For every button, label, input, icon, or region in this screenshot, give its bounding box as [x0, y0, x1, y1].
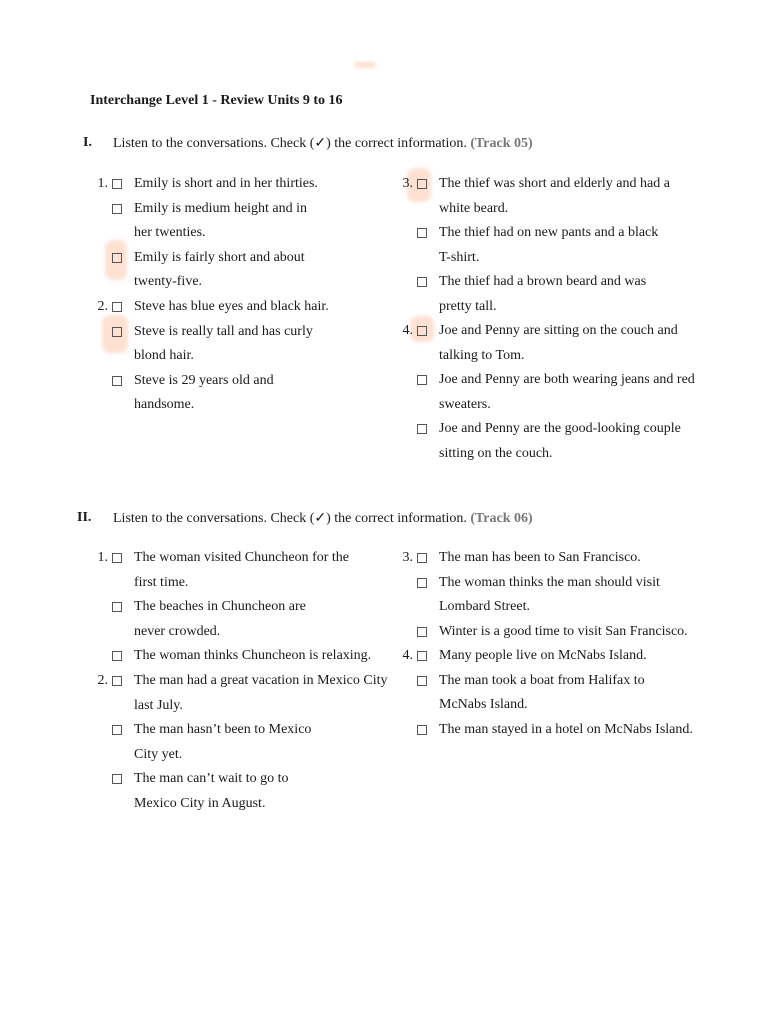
section-instruction: [113, 510, 533, 527]
option-text: The man stayed in a hotel on McNabs Island.: [439, 721, 693, 737]
instruction-text: Listen to the conversations. Check (✓) the correct information.: [113, 136, 467, 151]
option-text: Mexico City in August.: [134, 795, 266, 811]
checkbox[interactable]: [112, 676, 122, 686]
option-text: The woman thinks Chuncheon is relaxing.: [134, 648, 372, 663]
option-text: Steve is 29 years old and: [134, 372, 274, 388]
option-text: The thief was short and elderly and had a: [439, 176, 670, 191]
option-text: first time.: [134, 574, 189, 590]
option-text: handsome.: [134, 397, 195, 412]
option-text: The woman visited Chuncheon for the: [134, 550, 350, 565]
option-text: Joe and Penny are the good-looking couple: [439, 421, 681, 436]
checkbox[interactable]: [112, 376, 122, 386]
checkbox[interactable]: [417, 578, 427, 588]
option-text: Emily is short and in her thirties.: [134, 176, 318, 191]
question-number: 3.: [402, 550, 413, 565]
track-label: (Track 06): [470, 511, 533, 526]
checkbox[interactable]: [417, 424, 427, 434]
checkbox[interactable]: [112, 553, 122, 563]
option-text: Joe and Penny are both wearing jeans and red: [439, 372, 695, 387]
option-text: blond hair.: [134, 348, 194, 363]
option-text: sweaters.: [439, 396, 491, 412]
option-text: white beard.: [439, 200, 509, 216]
checkbox[interactable]: [417, 326, 427, 336]
question-number: 4.: [402, 648, 413, 663]
option-text: pretty tall.: [439, 298, 497, 314]
section-instruction: [113, 135, 533, 152]
checkbox[interactable]: [112, 725, 122, 735]
option-text: Steve is really tall and has curly: [134, 323, 313, 339]
option-text: The man had a great vacation in Mexico City: [134, 673, 388, 688]
checkbox[interactable]: [112, 204, 122, 214]
option-text: last July.: [134, 697, 183, 713]
checkbox[interactable]: [112, 179, 122, 189]
checkbox[interactable]: [112, 302, 122, 312]
option-text: City yet.: [134, 746, 183, 762]
track-label: (Track 05): [470, 136, 533, 151]
question-number: 4.: [402, 323, 413, 338]
option-text: The woman thinks the man should visit: [439, 574, 660, 590]
option-text: The man took a boat from Halifax to: [439, 672, 645, 688]
question-number: 3.: [402, 176, 413, 191]
question-number: 2.: [97, 673, 108, 688]
option-text: T-shirt.: [439, 249, 480, 265]
option-text: her twenties.: [134, 225, 206, 240]
option-text: The thief had a brown beard and was: [439, 274, 647, 289]
option-text: Emily is fairly short and about: [134, 249, 305, 265]
option-text: never crowded.: [134, 623, 221, 639]
option-text: Steve has blue eyes and black hair.: [134, 299, 329, 314]
question-number: 2.: [97, 299, 108, 314]
option-text: The man hasn’t been to Mexico: [134, 722, 312, 737]
option-text: Winter is a good time to visit San Francisco.: [439, 623, 688, 639]
option-text: talking to Tom.: [439, 347, 525, 363]
option-text: McNabs Island.: [439, 697, 528, 712]
option-text: twenty-five.: [134, 274, 203, 289]
checkbox[interactable]: [417, 228, 427, 238]
checkbox[interactable]: [417, 725, 427, 735]
checkbox[interactable]: [112, 253, 122, 263]
checkbox[interactable]: [112, 327, 122, 337]
checkbox[interactable]: [417, 676, 427, 686]
option-text: The man can’t wait to go to: [134, 771, 289, 786]
question-number: 1.: [97, 550, 108, 565]
checkbox[interactable]: [417, 651, 427, 661]
checkbox[interactable]: [417, 627, 427, 637]
checkbox[interactable]: [417, 553, 427, 563]
page-title: Interchange Level 1 - Review Units 9 to 16: [90, 93, 343, 108]
highlight-mark: [354, 62, 376, 68]
option-text: The thief had on new pants and a black: [439, 225, 659, 240]
option-text: The beaches in Chuncheon are: [134, 599, 306, 614]
option-text: The man has been to San Francisco.: [439, 550, 641, 565]
option-text: Emily is medium height and in: [134, 200, 308, 216]
section-number: I.: [83, 135, 92, 150]
option-text: Joe and Penny are sitting on the couch and: [439, 323, 678, 338]
option-text: Lombard Street.: [439, 599, 530, 614]
section-number: II.: [77, 510, 92, 525]
question-number: 1.: [97, 176, 108, 191]
checkbox[interactable]: [112, 602, 122, 612]
option-text: sitting on the couch.: [439, 445, 553, 461]
checkbox[interactable]: [417, 179, 427, 189]
instruction-text: Listen to the conversations. Check (✓) the correct information.: [113, 511, 467, 526]
option-text: Many people live on McNabs Island.: [439, 648, 647, 663]
checkbox[interactable]: [112, 651, 122, 661]
checkbox[interactable]: [417, 277, 427, 287]
checkbox[interactable]: [417, 375, 427, 385]
checkbox[interactable]: [112, 774, 122, 784]
